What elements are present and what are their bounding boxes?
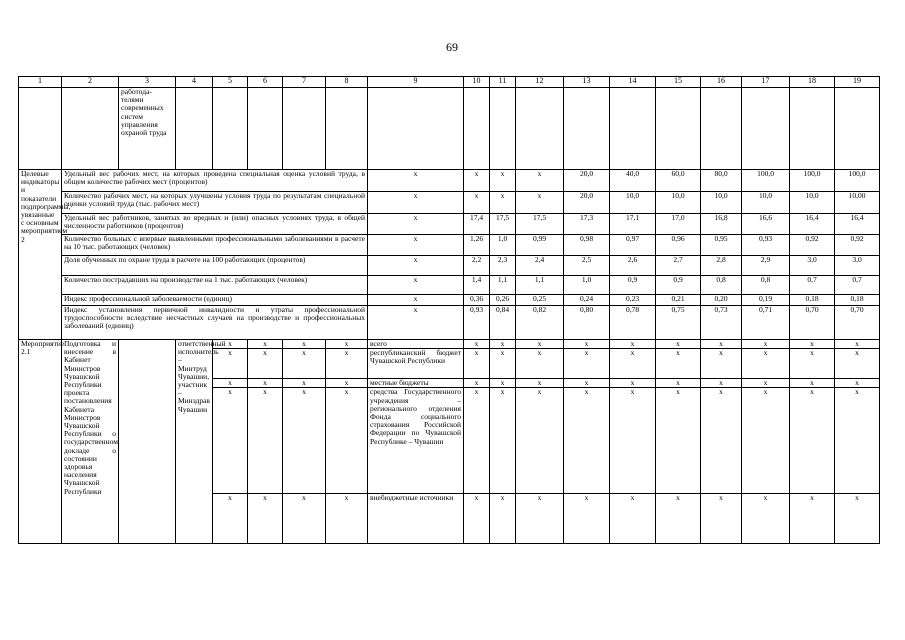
financing-code: х xyxy=(283,494,326,544)
indicator-row xyxy=(19,295,880,306)
indicator-value: 0,70 xyxy=(790,306,835,340)
financing-value: х xyxy=(742,349,790,379)
indicator-value: 3,0 xyxy=(790,256,835,276)
indicator-row xyxy=(19,276,880,295)
indicator-value: 17,4 xyxy=(464,214,490,235)
financing-value: х xyxy=(701,388,742,494)
indicator-name: Количество рабочих мест, на которых улучшены условия труда по результатам специальной оценки условий труда (тыс. рабочих мест) xyxy=(62,192,368,214)
indicator-value: 0,71 xyxy=(742,306,790,340)
indicator-name: Индекс профессиональной заболеваемости (единиц) xyxy=(62,295,368,306)
indicator-value: 0,84 xyxy=(490,306,516,340)
indicator-value: 0,9 xyxy=(610,276,656,295)
indicator-value: 80,0 xyxy=(701,170,742,192)
indicator-value: 17,0 xyxy=(656,214,701,235)
financing-code: х xyxy=(213,494,248,544)
indicator-value: х xyxy=(368,276,464,295)
column-number: 17 xyxy=(742,77,790,88)
financing-value: х xyxy=(464,349,490,379)
indicator-value: 0,21 xyxy=(656,295,701,306)
financing-value: х xyxy=(701,349,742,379)
financing-source: средства Государственного учреждения – регионального отделения Фонда социального страхования Российской Федерации по Чувашской Республике – Чувашии xyxy=(368,388,464,494)
column-number: 14 xyxy=(610,77,656,88)
indicator-value: 2,5 xyxy=(564,256,610,276)
indicator-value: 0,99 xyxy=(516,235,564,256)
financing-value: х xyxy=(742,340,790,349)
column-number: 16 xyxy=(701,77,742,88)
column-number: 6 xyxy=(248,77,283,88)
column-number: 2 xyxy=(62,77,119,88)
indicator-name: Количество больных с впервые выявленными профессиональными заболеваниями в расчете на 10 тыс. работающих (человек) xyxy=(62,235,368,256)
indicator-value: 16,4 xyxy=(835,214,880,235)
indicator-value: 0,8 xyxy=(742,276,790,295)
financing-value: х xyxy=(656,349,701,379)
financing-value: х xyxy=(464,340,490,349)
financing-code: х xyxy=(213,349,248,379)
indicator-value: 10,0 xyxy=(742,192,790,214)
indicator-name: Индекс установления первичной инвалидности и утраты профессиональной трудоспособности вследствие несчастных случаев на производстве и профессиональных заболеваний (единиц) xyxy=(62,306,368,340)
financing-value: х xyxy=(742,388,790,494)
indicator-value: 0,92 xyxy=(790,235,835,256)
financing-value: х xyxy=(742,379,790,388)
indicator-value: 2,4 xyxy=(516,256,564,276)
financing-value: х xyxy=(464,379,490,388)
column-number: 19 xyxy=(835,77,880,88)
indicator-value: 0,96 xyxy=(656,235,701,256)
financing-value: х xyxy=(564,379,610,388)
indicator-name: Удельный вес рабочих мест, на которых проведена специальная оценка условий труда, в общем количестве рабочих мест (процентов) xyxy=(62,170,368,192)
indicator-name: Количество пострадавших на производстве на 1 тыс. работающих (человек) xyxy=(62,276,368,295)
indicator-value: х xyxy=(368,214,464,235)
indicator-value: 0,36 xyxy=(464,295,490,306)
indicator-value: х xyxy=(368,295,464,306)
financing-code: х xyxy=(283,349,326,379)
financing-value: х xyxy=(490,388,516,494)
indicator-value: 17,3 xyxy=(564,214,610,235)
indicator-value: х xyxy=(464,170,490,192)
indicator-row xyxy=(19,256,880,276)
indicator-value: х xyxy=(464,192,490,214)
column-number: 4 xyxy=(176,77,213,88)
indicator-row xyxy=(19,192,880,214)
financing-source: всего xyxy=(368,340,464,349)
financing-value: х xyxy=(790,379,835,388)
program-table xyxy=(18,76,880,544)
page-number: 69 xyxy=(446,40,458,54)
indicator-value: 1,26 xyxy=(464,235,490,256)
financing-value: х xyxy=(490,494,516,544)
indicator-value: 100,0 xyxy=(835,170,880,192)
financing-value: х xyxy=(610,494,656,544)
indicator-value: 100,0 xyxy=(790,170,835,192)
indicator-value: 2,7 xyxy=(656,256,701,276)
financing-source: республиканский бюджет Чувашской Республики xyxy=(368,349,464,379)
indicator-value: 0,8 xyxy=(701,276,742,295)
indicator-value: 10,0 xyxy=(610,192,656,214)
column-number: 9 xyxy=(368,77,464,88)
financing-code: х xyxy=(248,494,283,544)
indicator-value: 1,4 xyxy=(464,276,490,295)
financing-value: х xyxy=(516,349,564,379)
indicator-value: 0,19 xyxy=(742,295,790,306)
column-number: 15 xyxy=(656,77,701,88)
financing-value: х xyxy=(701,494,742,544)
indicator-value: 0,78 xyxy=(610,306,656,340)
indicator-row xyxy=(19,214,880,235)
financing-value: х xyxy=(516,379,564,388)
financing-code: х xyxy=(213,388,248,494)
financing-value: х xyxy=(564,388,610,494)
continuation-row xyxy=(19,88,880,170)
financing-source: местные бюджеты xyxy=(368,379,464,388)
indicator-value: х xyxy=(368,235,464,256)
indicator-value: 0,93 xyxy=(742,235,790,256)
indicator-value: 0,24 xyxy=(564,295,610,306)
financing-code: х xyxy=(326,379,368,388)
financing-value: х xyxy=(742,494,790,544)
indicator-value: 17,5 xyxy=(516,214,564,235)
indicator-value: 0,70 xyxy=(835,306,880,340)
indicator-value: 0,73 xyxy=(701,306,742,340)
indicator-value: 0,75 xyxy=(656,306,701,340)
financing-code: х xyxy=(248,388,283,494)
indicator-value: 1,0 xyxy=(490,235,516,256)
financing-value: х xyxy=(610,340,656,349)
financing-source: внебюджетные источники xyxy=(368,494,464,544)
financing-value: х xyxy=(656,388,701,494)
indicator-value: 0,93 xyxy=(464,306,490,340)
column-number: 1 xyxy=(19,77,62,88)
indicator-value: 16,6 xyxy=(742,214,790,235)
indicator-value: 20,0 xyxy=(564,170,610,192)
financing-code: х xyxy=(248,340,283,349)
indicator-value: 17,1 xyxy=(610,214,656,235)
indicator-value: 16,8 xyxy=(701,214,742,235)
indicator-value: 0,23 xyxy=(610,295,656,306)
financing-value: х xyxy=(464,388,490,494)
indicator-row xyxy=(19,306,880,340)
financing-value: х xyxy=(564,349,610,379)
indicator-value: 17,5 xyxy=(490,214,516,235)
financing-value: х xyxy=(790,494,835,544)
financing-value: х xyxy=(516,340,564,349)
indicator-value: 0,7 xyxy=(835,276,880,295)
indicator-value: 0,80 xyxy=(564,306,610,340)
indicator-value: 100,0 xyxy=(742,170,790,192)
indicator-value: 0,7 xyxy=(790,276,835,295)
indicator-value: х xyxy=(516,170,564,192)
indicator-value: 0,82 xyxy=(516,306,564,340)
indicator-name: Доля обученных по охране труда в расчете на 100 работающих (процентов) xyxy=(62,256,368,276)
indicator-value: 1,1 xyxy=(490,276,516,295)
financing-value: х xyxy=(564,494,610,544)
column-number: 13 xyxy=(564,77,610,88)
indicators-group-label: Целевые индикаторы и показатели подпрограммы, увязанные с основным мероприятием 2 xyxy=(19,170,62,340)
column-number-row xyxy=(19,77,880,88)
financing-value: х xyxy=(701,340,742,349)
indicator-value: 1,1 xyxy=(516,276,564,295)
indicator-value: 0,98 xyxy=(564,235,610,256)
financing-value: х xyxy=(701,379,742,388)
indicator-row xyxy=(19,235,880,256)
financing-code: х xyxy=(248,349,283,379)
event-label: Мероприятие 2.1 xyxy=(19,340,62,544)
indicator-value: 2,9 xyxy=(742,256,790,276)
financing-value: х xyxy=(490,340,516,349)
indicator-value: 10,00 xyxy=(835,192,880,214)
indicator-value: 10,0 xyxy=(790,192,835,214)
column-number: 11 xyxy=(490,77,516,88)
indicator-value: 0,20 xyxy=(701,295,742,306)
indicator-value: 10,0 xyxy=(656,192,701,214)
financing-value: х xyxy=(564,340,610,349)
indicator-value: 0,9 xyxy=(656,276,701,295)
indicator-value: 3,0 xyxy=(835,256,880,276)
continuation-text: работода-телями современных систем управления охраной труда xyxy=(119,88,176,170)
financing-value: х xyxy=(656,379,701,388)
financing-value: х xyxy=(610,349,656,379)
indicator-value: 0,26 xyxy=(490,295,516,306)
financing-value: х xyxy=(656,494,701,544)
indicator-value: 20,0 xyxy=(564,192,610,214)
indicator-value: х xyxy=(516,192,564,214)
financing-value: х xyxy=(490,349,516,379)
event-title: Подготовка и внесение в Кабинет Министров Чувашской Республики проекта постановления Кабинета Министров Чувашской Республики о государственном докладе о состоянии здоровья населения Чувашской Республики xyxy=(62,340,119,544)
indicator-value: 2,6 xyxy=(610,256,656,276)
indicator-value: 16,4 xyxy=(790,214,835,235)
indicator-value: х xyxy=(490,192,516,214)
financing-value: х xyxy=(835,340,880,349)
financing-value: х xyxy=(464,494,490,544)
indicator-value: 2,3 xyxy=(490,256,516,276)
indicator-value: 60,0 xyxy=(656,170,701,192)
indicator-value: 0,18 xyxy=(790,295,835,306)
financing-value: х xyxy=(790,388,835,494)
financing-code: х xyxy=(283,379,326,388)
indicator-value: х xyxy=(490,170,516,192)
financing-value: х xyxy=(790,349,835,379)
indicator-value: 10,0 xyxy=(701,192,742,214)
financing-value: х xyxy=(610,379,656,388)
event-executors: ответственный исполнитель – Минтруд Чувашии, участник – Минздрав Чувашии xyxy=(176,340,213,544)
financing-value: х xyxy=(835,494,880,544)
indicator-value: 0,92 xyxy=(835,235,880,256)
financing-value: х xyxy=(835,349,880,379)
financing-code: х xyxy=(283,340,326,349)
column-number: 5 xyxy=(213,77,248,88)
financing-code: х xyxy=(326,494,368,544)
indicator-value: х xyxy=(368,256,464,276)
indicator-value: х xyxy=(368,306,464,340)
indicator-value: 0,97 xyxy=(610,235,656,256)
indicator-value: х xyxy=(368,170,464,192)
column-number: 8 xyxy=(326,77,368,88)
indicator-value: 0,95 xyxy=(701,235,742,256)
financing-code: х xyxy=(213,379,248,388)
financing-code: х xyxy=(213,340,248,349)
indicator-value: 40,0 xyxy=(610,170,656,192)
financing-code: х xyxy=(326,349,368,379)
indicator-row xyxy=(19,170,880,192)
column-number: 18 xyxy=(790,77,835,88)
indicator-value: 2,2 xyxy=(464,256,490,276)
indicator-value: 1,0 xyxy=(564,276,610,295)
financing-code: х xyxy=(283,388,326,494)
financing-value: х xyxy=(516,494,564,544)
financing-value: х xyxy=(516,388,564,494)
financing-value: х xyxy=(835,388,880,494)
indicator-value: 2,8 xyxy=(701,256,742,276)
financing-code: х xyxy=(326,340,368,349)
financing-code: х xyxy=(248,379,283,388)
indicator-value: 0,18 xyxy=(835,295,880,306)
financing-value: х xyxy=(656,340,701,349)
column-number: 3 xyxy=(119,77,176,88)
financing-value: х xyxy=(490,379,516,388)
financing-value: х xyxy=(790,340,835,349)
financing-value: х xyxy=(610,388,656,494)
indicator-value: 0,25 xyxy=(516,295,564,306)
column-number: 12 xyxy=(516,77,564,88)
column-number: 7 xyxy=(283,77,326,88)
indicator-name: Удельный вес работников, занятых во вредных и (или) опасных условиях труда, в общей численности работников (процентов) xyxy=(62,214,368,235)
column-number: 10 xyxy=(464,77,490,88)
financing-value: х xyxy=(835,379,880,388)
indicator-value: х xyxy=(368,192,464,214)
financing-code: х xyxy=(326,388,368,494)
